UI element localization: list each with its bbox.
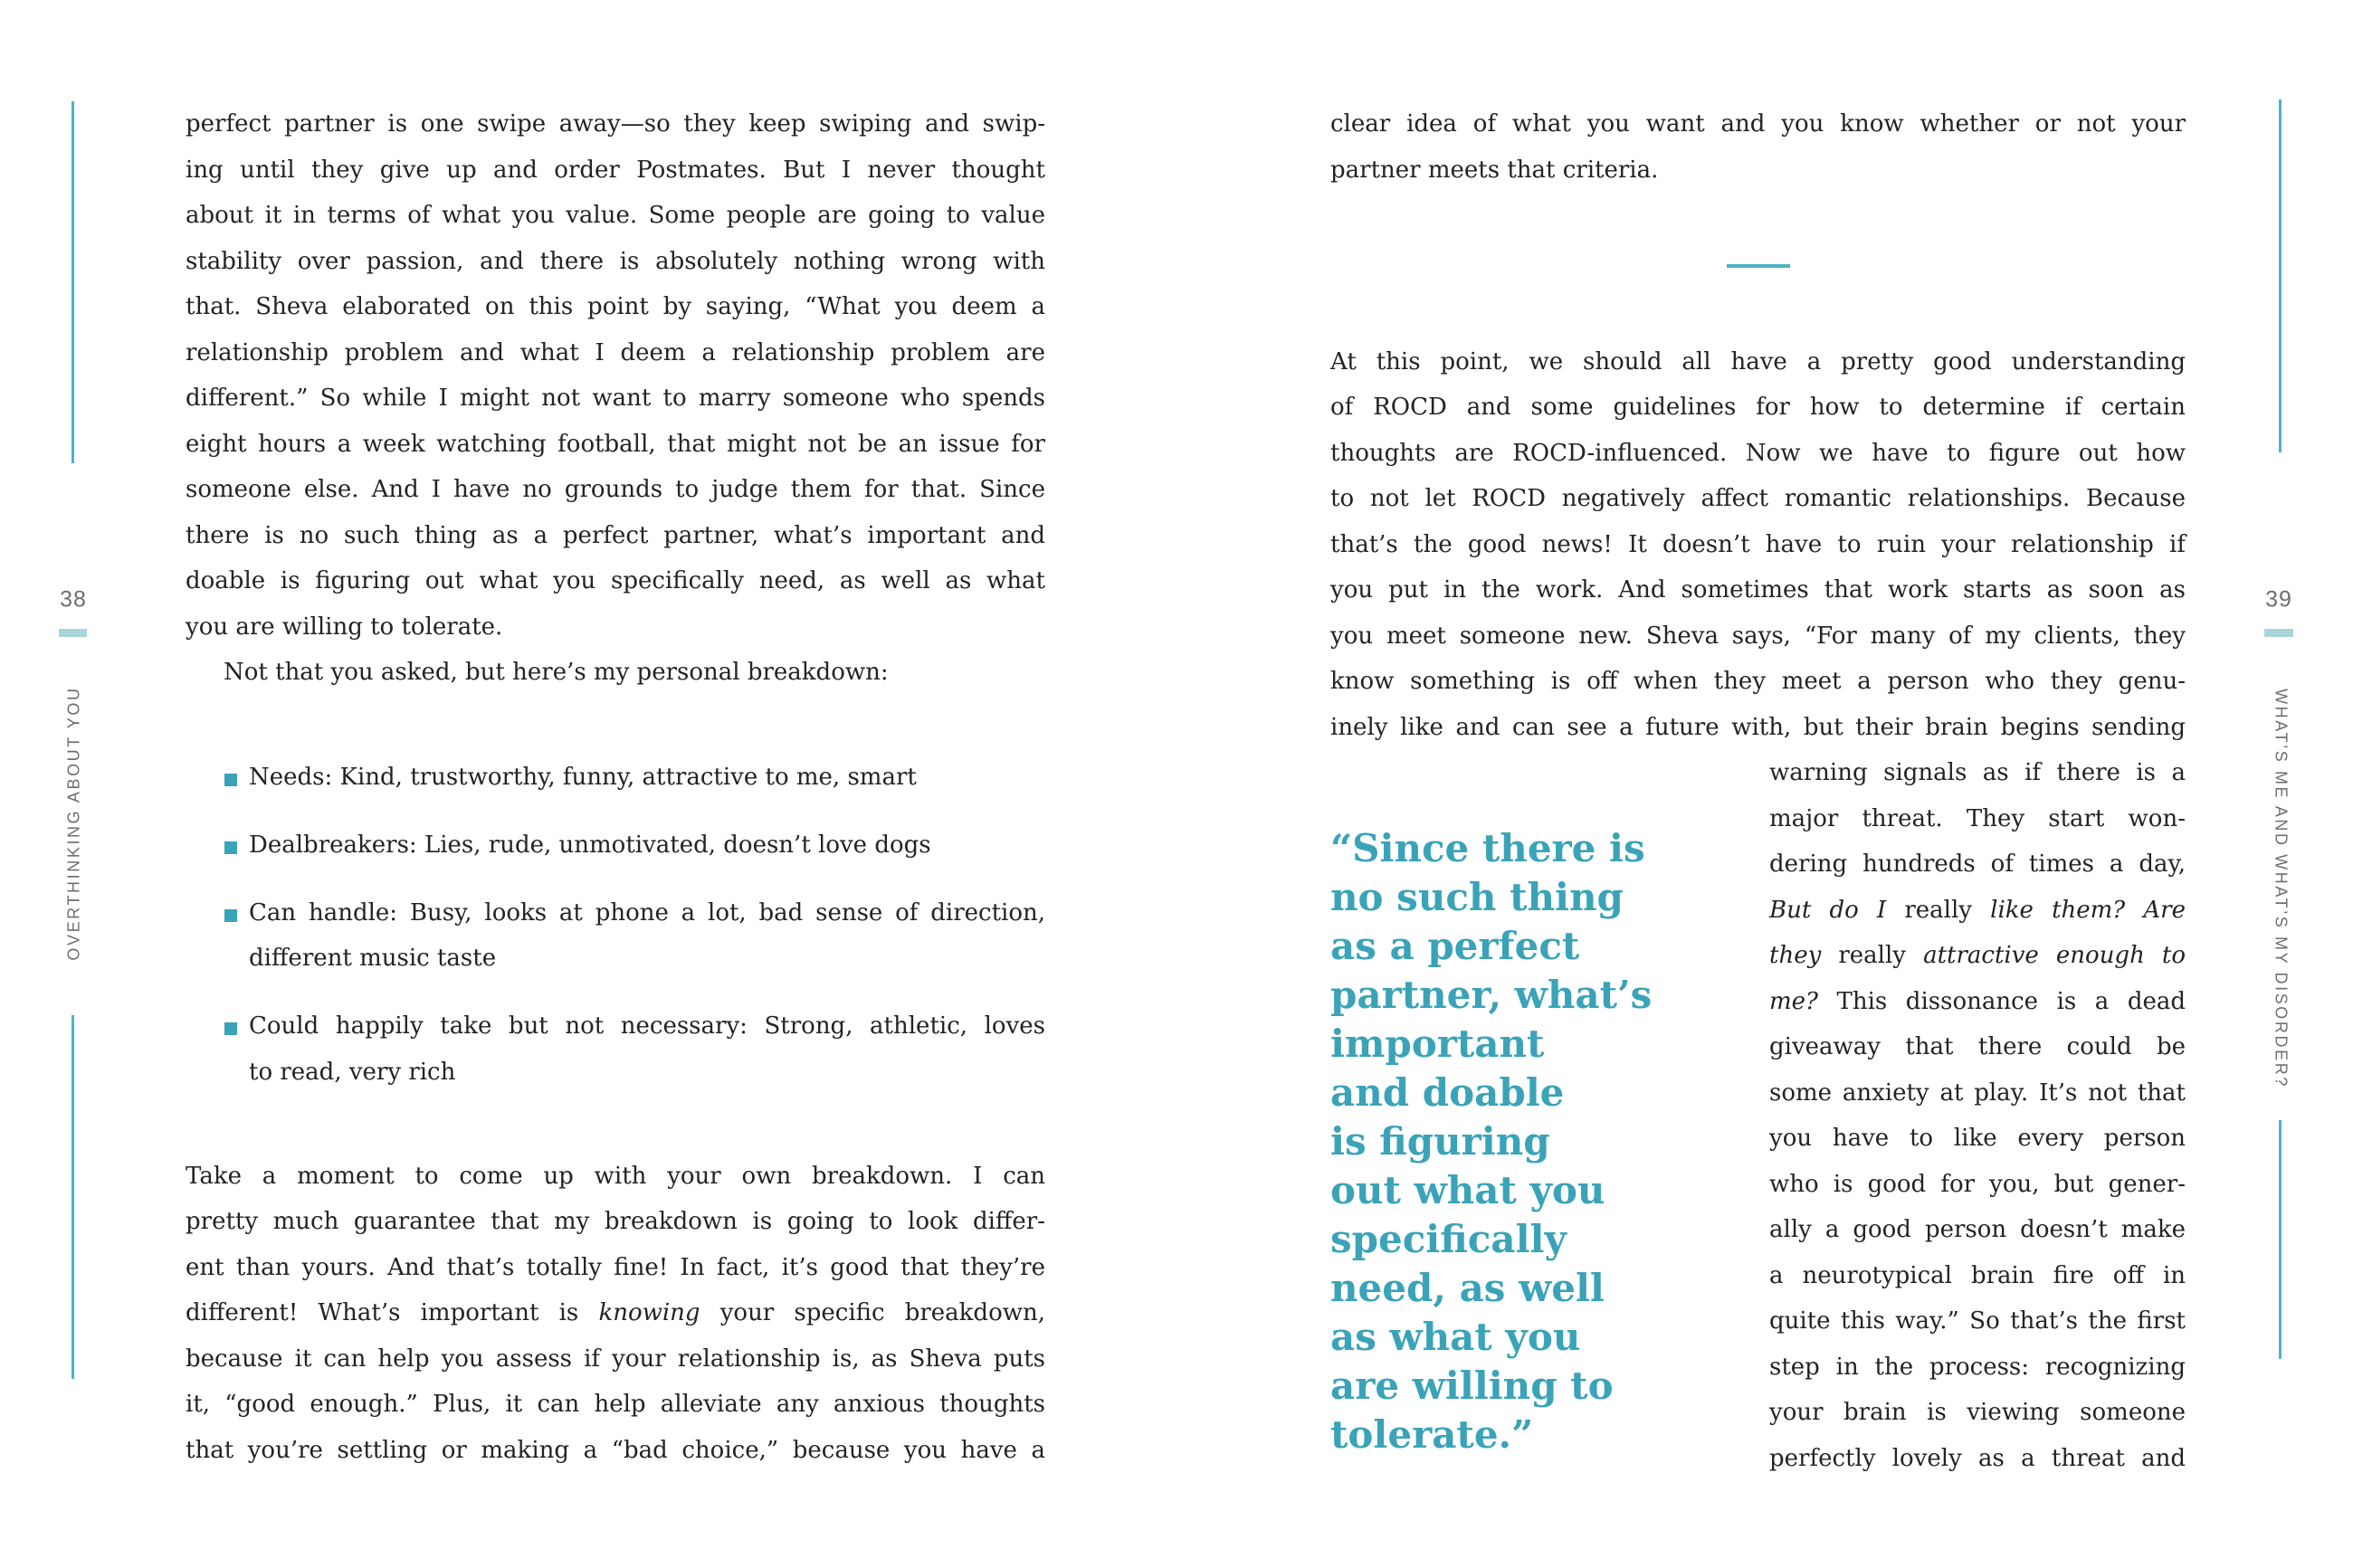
- text-line: ent than yours. And that’s totally fine! In fact, it’s good that they’re: [186, 1253, 1045, 1281]
- bullet-item: [186, 755, 1045, 801]
- text-line: [1769, 933, 2186, 979]
- text-line: Not that you asked, but here’s my personal breakdown:: [224, 659, 889, 686]
- italic-text: attractive enough to: [1923, 942, 2186, 969]
- text-line: [1769, 979, 2186, 1025]
- text-line: Take a moment to come up with your own breakdown. I can: [186, 1162, 1045, 1190]
- text-line: to read, very rich: [249, 1058, 456, 1086]
- text-line: and doable: [1330, 1070, 1565, 1115]
- text-segment: really: [1821, 942, 1924, 969]
- text-line: ally a good person doesn’t make: [1769, 1216, 2186, 1243]
- text-line: you meet someone new. Sheva says, “For many of my clients, they: [1330, 622, 2186, 650]
- text-line: quite this way.” So that’s the first: [1769, 1307, 2186, 1335]
- bullet-item: [186, 822, 1045, 869]
- text-line: are willing to: [1330, 1364, 1614, 1408]
- text-line: Dealbreakers: Lies, rude, unmotivated, doesn’t love dogs: [249, 831, 931, 859]
- text-line: specifically: [1330, 1217, 1567, 1261]
- text-line: [186, 1290, 1045, 1336]
- text-line: of ROCD and some guidelines for how to determine if certain: [1330, 394, 2186, 421]
- text-line: who is good for you, but gener-: [1769, 1170, 2186, 1198]
- text-segment: really: [1886, 896, 1991, 924]
- text-line: doable is figuring out what you specifically need, as well as what: [186, 567, 1045, 594]
- text-line: partner, what’s: [1330, 973, 1653, 1017]
- text-line: major threat. They start won-: [1769, 804, 2186, 832]
- italic-text: But do I: [1769, 896, 1887, 924]
- text-line: no such thing: [1330, 875, 1624, 919]
- right-margin-rule-bottom: [2279, 1120, 2282, 1359]
- text-line: you are willing to tolerate.: [186, 613, 503, 641]
- text-line: a neurotypical brain fire off in: [1769, 1261, 2186, 1289]
- text-line: “Since there is: [1330, 826, 1645, 870]
- text-line: there is no such thing as a perfect partner, what’s important and: [186, 521, 1045, 549]
- text-line: At this point, we should all have a pretty good understanding: [1330, 347, 2186, 375]
- text-line: out what you: [1330, 1168, 1605, 1212]
- text-line: Can handle: Busy, looks at phone a lot, bad sense of direction,: [249, 898, 1045, 927]
- text-line: because it can help you assess if your relationship is, as Sheva puts: [186, 1345, 1045, 1373]
- bullet-text: [249, 755, 1045, 801]
- left-page-text-column: [186, 101, 1045, 1473]
- section-divider-rule: [1727, 264, 1790, 268]
- text-line: that. Sheva elaborated on this point by saying, “What you deem a: [186, 293, 1045, 320]
- text-line: partner meets that criteria.: [1330, 156, 1659, 184]
- text-line: need, as well: [1330, 1266, 1605, 1310]
- bullet-square-icon: [224, 774, 237, 786]
- text-line: that’s the good news! It doesn’t have to ruin your relationship if: [1330, 530, 2186, 558]
- bullet-text: [249, 1003, 1045, 1095]
- text-line: warning signals as if there is a: [1769, 759, 2186, 786]
- text-segment: different! What’s important is: [186, 1299, 599, 1326]
- paragraph: [1330, 101, 2186, 193]
- right-margin-rule-top: [2279, 100, 2282, 452]
- italic-text: me?: [1769, 987, 1818, 1015]
- text-line: perfectly lovely as a threat and: [1769, 1444, 2186, 1472]
- text-line: tolerate.”: [1330, 1412, 1534, 1457]
- text-line: relationship problem and what I deem a relationship problem are: [186, 338, 1045, 366]
- text-line: pretty much guarantee that my breakdown is going to look differ-: [186, 1208, 1045, 1235]
- bullet-item: [186, 1003, 1045, 1095]
- left-folio-dash: [59, 629, 87, 637]
- text-line: that you’re settling or making a “bad choice,” because you have a: [186, 1436, 1045, 1464]
- left-margin-rule-bottom: [71, 1015, 74, 1379]
- text-line: is figuring: [1330, 1119, 1550, 1164]
- text-line: different.” So while I might not want to marry someone who spends: [186, 385, 1045, 412]
- paragraph: [1330, 339, 2186, 751]
- bullet-item: [186, 890, 1045, 982]
- text-line: giveaway that there could be: [1769, 1033, 2186, 1060]
- bullet-text: [249, 890, 1045, 982]
- text-line: clear idea of what you want and you know whether or not your: [1330, 110, 2186, 138]
- italic-text: they: [1769, 942, 1822, 969]
- left-running-head: OVERTHINKING ABOUT YOU: [64, 686, 83, 961]
- text-line: ing until they give up and order Postmates. But I never thought: [186, 156, 1045, 184]
- bullet-square-icon: [224, 841, 237, 854]
- text-line: stability over passion, and there is absolutely nothing wrong with: [186, 247, 1045, 275]
- text-line: perfect partner is one swipe away—so they keep swiping and swip-: [186, 110, 1045, 138]
- right-page-text-column: [1330, 101, 2186, 1481]
- right-folio-dash: [2264, 629, 2293, 637]
- paragraph: [186, 1154, 1045, 1474]
- italic-text: like them? Are: [1990, 896, 2186, 924]
- text-line: Could happily take but not necessary: Strong, athletic, loves: [249, 1012, 1045, 1040]
- text-line: important: [1330, 1022, 1545, 1066]
- italic-text: knowing: [598, 1299, 700, 1326]
- text-line: someone else. And I have no grounds to judge them for that. Since: [186, 476, 1045, 503]
- text-segment: This dissonance is a dead: [1817, 987, 2186, 1015]
- paragraph: [186, 650, 1045, 696]
- text-line: know something is off when they meet a person who they genu-: [1330, 668, 2186, 695]
- text-line: inely like and can see a future with, but their brain begins sending: [1330, 713, 2186, 741]
- text-line: some anxiety at play. It’s not that: [1769, 1079, 2186, 1107]
- left-margin-rule-top: [71, 101, 74, 463]
- text-line: dering hundreds of times a day,: [1769, 851, 2186, 878]
- text-line: it, “good enough.” Plus, it can help alleviate any anxious thoughts: [186, 1391, 1045, 1418]
- quote-and-column-row: [1330, 750, 2186, 1481]
- text-line: step in the process: recognizing: [1769, 1353, 2186, 1381]
- narrow-text-column: [1769, 750, 2186, 1481]
- text-line: you have to like every person: [1769, 1125, 2186, 1152]
- right-running-head: WHAT’S ME AND WHAT’S MY DISORDER?: [2272, 689, 2291, 1088]
- text-line: you put in the work. And sometimes that work starts as soon as: [1330, 576, 2186, 603]
- pull-quote: [1330, 824, 1710, 1459]
- text-line: about it in terms of what you value. Some people are going to value: [186, 202, 1045, 229]
- text-line: your brain is viewing someone: [1769, 1399, 2186, 1426]
- bullet-square-icon: [224, 909, 237, 922]
- text-segment: your specific breakdown,: [700, 1299, 1045, 1326]
- text-line: eight hours a week watching football, that might not be an issue for: [186, 430, 1045, 458]
- text-line: to not let ROCD negatively affect romantic relationships. Because: [1330, 485, 2186, 512]
- text-line: different music taste: [249, 945, 497, 972]
- text-line: [1769, 888, 2186, 934]
- left-page-number: 38: [60, 586, 87, 613]
- text-line: thoughts are ROCD-influenced. Now we have to figure out how: [1330, 439, 2186, 467]
- text-line: as what you: [1330, 1315, 1581, 1359]
- text-line: as a perfect: [1330, 924, 1580, 968]
- paragraph: [186, 101, 1045, 650]
- text-line: Needs: Kind, trustworthy, funny, attractive to me, smart: [249, 763, 917, 791]
- right-page-number: 39: [2265, 586, 2292, 613]
- breakdown-bullet-list: [186, 755, 1045, 1096]
- bullet-text: [249, 822, 1045, 869]
- bullet-square-icon: [224, 1022, 237, 1035]
